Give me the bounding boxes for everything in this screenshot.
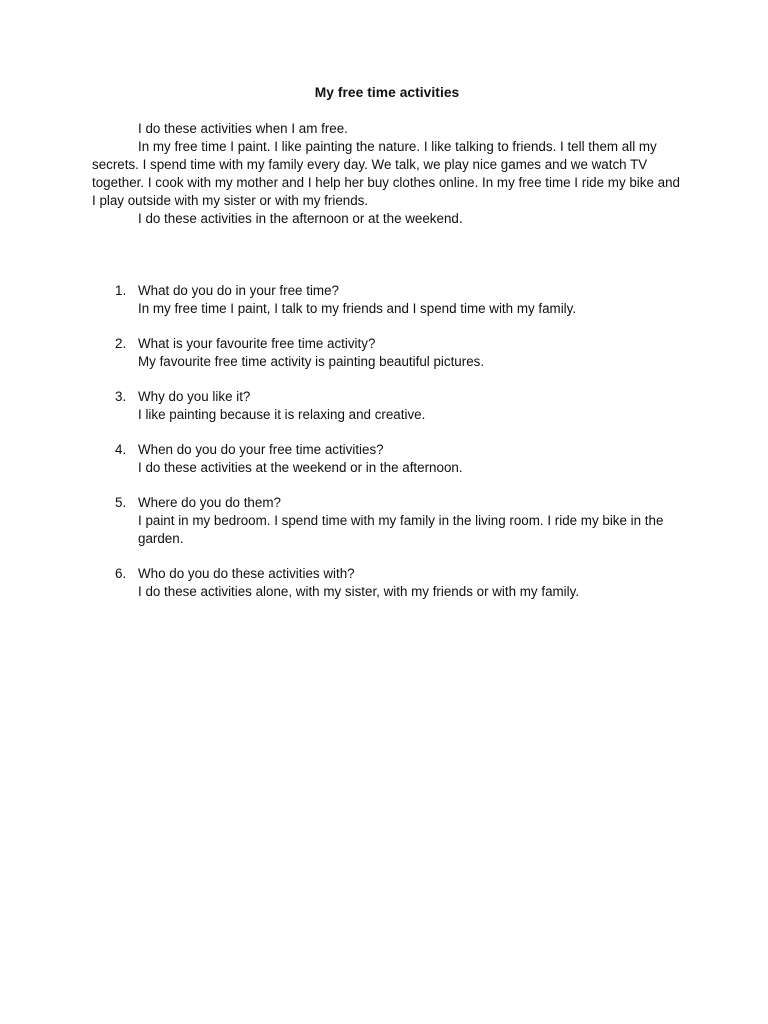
answer-text: I paint in my bedroom. I spend time with my family in the living room. I ride my bike in the garden.: [138, 513, 664, 546]
intro-paragraph: I do these activities when I am free.: [138, 121, 348, 136]
question-item-6: [92, 565, 682, 601]
question-text: What do you do in your free time?: [138, 283, 339, 298]
activities-paragraph: In my free time I paint. I like painting the nature. I like talking to friends. I tell them all my secrets. I spend time with my family every day. We talk, we play nice games and we watch TV together. I cook with my mother and I help her buy clothes online. In my free time I ride my bike and I play outside with my sister or with my friends.: [92, 139, 680, 208]
closing-paragraph: I do these activities in the afternoon or at the weekend.: [138, 211, 463, 226]
question-number: 5.: [115, 495, 127, 510]
document-title: My free time activities: [314, 85, 460, 100]
questions-list: [92, 282, 682, 601]
question-number: 4.: [115, 442, 127, 457]
question-item-3: [92, 388, 682, 424]
question-text: When do you do your free time activities?: [138, 442, 384, 457]
answer-text: I like painting because it is relaxing and creative.: [138, 407, 426, 422]
answer-text: I do these activities at the weekend or in the afternoon.: [138, 460, 463, 475]
question-text: Why do you like it?: [138, 389, 251, 404]
question-text: What is your favourite free time activity?: [138, 336, 376, 351]
answer-text: In my free time I paint, I talk to my friends and I spend time with my family.: [138, 301, 577, 316]
question-item-4: [92, 441, 682, 477]
section-spacer: [92, 228, 682, 282]
question-number: 3.: [115, 389, 127, 404]
question-number: 2.: [115, 336, 127, 351]
answer-text: I do these activities alone, with my sister, with my friends or with my family.: [138, 584, 580, 599]
question-number: 6.: [115, 566, 127, 581]
question-item-2: [92, 335, 682, 371]
question-text: Where do you do them?: [138, 495, 281, 510]
answer-text: My favourite free time activity is painting beautiful pictures.: [138, 354, 485, 369]
question-text: Who do you do these activities with?: [138, 566, 355, 581]
question-item-5: [92, 494, 682, 548]
document-content: [92, 84, 682, 618]
question-number: 1.: [115, 283, 127, 298]
question-item-1: [92, 282, 682, 318]
